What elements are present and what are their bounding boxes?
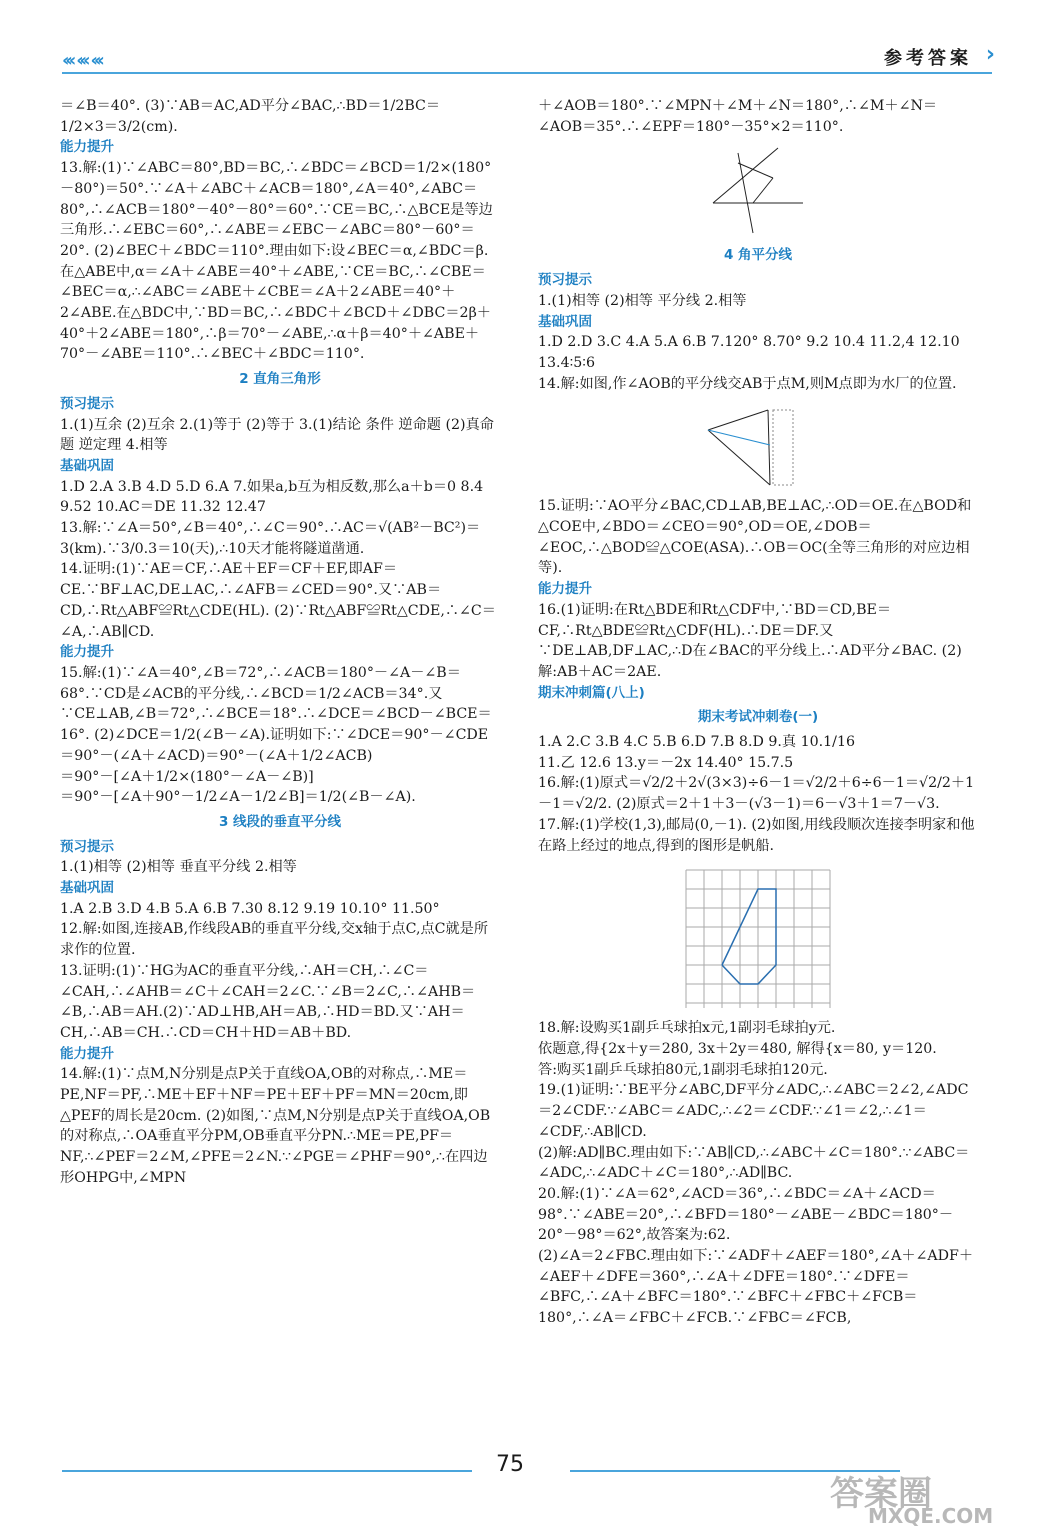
answer-paragraph: 1.(1)互余 (2)互余 2.(1)等于 (2)等于 3.(1)结论 条件 逆命题 (2)真命题 逆定理 4.相等 <box>60 416 494 454</box>
answer-paragraph: ＝90°－[∠A＋1/2×(180°－∠A－∠B)] <box>60 768 314 785</box>
figure-coordinate-grid <box>678 862 838 1012</box>
segment-ab <box>768 410 770 485</box>
header-rule <box>62 72 992 74</box>
header-arrow-icon: › <box>985 42 995 67</box>
section-heading: 基础巩固 <box>60 457 114 474</box>
answer-paragraph: 1/2×3＝3/2(cm). <box>60 118 178 135</box>
river-area <box>773 410 793 485</box>
answer-paragraph: 1.(1)相等 (2)相等 垂直平分线 2.相等 <box>60 859 297 876</box>
segment-mn <box>738 153 753 233</box>
answer-paragraph: 14.证明:(1)∵AE＝CF,∴AE＋EF＝CF＋EF,即AF＝CE.∵BF⊥AC,DE⊥AC,∴∠AFB＝∠CED＝90°.又∵AB＝CD,∴Rt△ABF≌Rt△CDE(HL). (2)∵Rt△ABF≌Rt△CDE,∴∠C＝∠A,∴AB∥CD. <box>60 561 496 640</box>
answer-paragraph: 20.解:(1)∵∠A＝62°,∠ACD＝36°,∴∠BDC＝∠A＋∠ACD＝98°.∵∠ABE＝20°,∴∠BFD＝180°－∠ABE－∠BDC＝180°－20°－98°＝62°,故答案为:62. <box>538 1185 954 1244</box>
answer-paragraph: 1.A 2.C 3.B 4.C 5.B 6.D 7.B 8.D 9.真 10.1/16 <box>538 734 856 751</box>
answer-paragraph: 依题意,得{2x＋y＝280, 3x＋2y＝480, 解得{x＝80, y＝120. <box>538 1040 937 1057</box>
bisector-om <box>708 430 770 445</box>
watermark-url: MXQE.COM <box>868 1504 994 1528</box>
answer-paragraph: 12.解:如图,连接AB,作线段AB的垂直平分线,交x轴于点C,点C就是所求作的位置. <box>60 921 489 959</box>
right-column <box>538 96 978 1329</box>
ray-ob <box>708 430 770 485</box>
section-heading: 预习提示 <box>538 272 592 289</box>
answer-paragraph: 13.解:(1)∵∠ABC＝80°,BD＝BC,∴∠BDC＝∠BCD＝1/2×(180°－80°)＝50°.∵∠A＋∠ABC＋∠ACB＝180°,∠A＝40°,∠ABC＝80°,∴∠ACB＝180°－40°－80°＝60°.∵CE＝BC,∴△BCE是等边三角形.∴∠EBC＝60°,∴∠ABE＝∠EBC－∠ABC＝80°－60°＝20°. (2)∠BEC＋∠BDC＝110°.理由如下:设∠BEC＝α,∠BDC＝β.在△ABE中,α＝∠A＋∠ABE＝40°＋∠ABE,∵CE＝BC,∴∠CBE＝∠BEC＝α,∴∠ABC＝∠ABE＋∠CBE＝∠A＋2∠ABE＝40°＋2∠ABE.在△BDC中,∵BD＝BC,∴∠BDC＋∠BCD＋∠DBC＝2β＋40°＋2∠ABE＝180°,∴β＝70°－∠ABE,∴α＋β＝40°＋∠ABE＋70°－∠ABE＝110°.∴∠BEC＋∠BDC＝110°. <box>60 160 493 363</box>
answer-paragraph: 19.(1)证明:∵BE平分∠ABC,DF平分∠ADC,∴∠ABC＝2∠2,∠ADC＝2∠CDF.∵∠ABC＝∠ADC,∴∠2＝∠CDF.∵∠1＝∠2,∴∠1＝∠CDF,∴AB∥CD. <box>538 1082 969 1140</box>
answer-paragraph: 1.A 2.B 3.D 4.B 5.A 6.B 7.30 8.12 9.19 10.10° 11.50° <box>60 900 440 917</box>
chapter-heading: 2 直角三角形 <box>239 371 321 388</box>
answer-paragraph: 答:购买1副乒乓球拍80元,1副羽毛球拍120元. <box>538 1061 828 1078</box>
section-heading: 能力提升 <box>60 644 114 661</box>
answer-paragraph: ＋∠AOB＝180°.∵∠MPN＋∠M＋∠N＝180°,∴∠M＋∠N＝∠AOB＝35°.∴∠EPF＝180°－35°×2＝110°. <box>538 98 938 135</box>
answer-paragraph: ＝∠B＝40°. (3)∵AB＝AC,AD平分∠BAC,∴BD＝1/2BC＝ <box>60 98 441 114</box>
chapter-heading: 期末考试冲刺卷(一) <box>697 709 819 726</box>
answer-paragraph: 15.解:(1)∵∠A＝40°,∠B＝72°,∴∠ACB＝180°－∠A－∠B＝68°.∵CD是∠ACB的平分线,∴∠BCD＝1/2∠ACB＝34°.又∵CE⊥AB,∠B＝72°,∴∠BCE＝18°.∴∠DCE＝∠BCD－∠BCE＝16°. (2)∠DCE＝1/2(∠B－∠A).证明如下:∵∠DCE＝90°－∠CDE＝90°－(∠A＋∠ACD)＝90°－(∠A＋1/2∠ACB) <box>60 664 492 764</box>
answer-paragraph: 14.解:如图,作∠AOB的平分线交AB于点M,则M点即为水厂的位置. <box>538 375 957 392</box>
answer-paragraph: ＝90°－[∠A＋90°－1/2∠A－1/2∠B]＝1/2(∠B－∠A). <box>60 789 416 806</box>
sailboat-path <box>722 889 776 984</box>
header-title: 参考答案 <box>884 48 972 69</box>
answer-paragraph: 15.证明:∵AO平分∠BAC,CD⊥AB,BE⊥AC,∴OD＝OE.在△BOD和△COE中,∠BDO＝∠CEO＝90°,OD＝OE,∠DOB＝∠EOC,∴△BOD≌△COE(ASA).∴OB＝OC(全等三角形的对应边相等). <box>538 498 972 577</box>
watermark: 答案圈 <box>830 1474 932 1514</box>
chapter-heading: 4 角平分线 <box>723 247 793 264</box>
answer-paragraph: 1.D 2.D 3.C 4.A 5.A 6.B 7.120° 8.70° 9.2 10.4 11.2,4 12.10 13.4∶5∶6 <box>538 334 960 371</box>
left-column <box>60 96 500 1189</box>
answer-paragraph: 11.乙 12.6 13.y＝－2x 14.40° 15.7.5 <box>538 754 794 771</box>
chevron-decoration-icon: ‹‹‹ ‹‹‹ ‹‹‹ <box>62 50 101 71</box>
section-heading: 能力提升 <box>538 581 592 598</box>
section-heading: 期末冲刺篇(八上) <box>538 684 645 701</box>
section-heading: 预习提示 <box>60 395 114 412</box>
section-heading: 预习提示 <box>60 838 114 855</box>
segment-ep <box>738 163 773 178</box>
ray-oa <box>708 410 768 430</box>
answer-paragraph: 17.解:(1)学校(1,3),邮局(0,－1). (2)如图,用线段顺次连接李明家和他在路上经过的地点,得到的图形是帆船. <box>538 816 975 854</box>
page-footer <box>0 1440 1057 1536</box>
answer-paragraph: 13.证明:(1)∵HG为AC的垂直平分线,∴AH＝CH,∴∠C＝∠CAH,∴∠AHB＝∠C＋∠CAH＝2∠C.∵∠B＝2∠C,∴∠AHB＝∠B,∴AB＝AH.(2)∵AD⊥HB,AH＝AB,∴HD＝BD.又∵AH＝CH,∴AB＝CH.∴CD＝CH＋HD＝AB＋BD. <box>60 962 476 1041</box>
section-heading: 能力提升 <box>60 139 114 156</box>
answer-paragraph: 1.(1)相等 (2)相等 平分线 2.相等 <box>538 292 747 309</box>
section-heading: 能力提升 <box>60 1045 114 1062</box>
page-header <box>0 0 1057 80</box>
answer-paragraph: 1.D 2.A 3.B 4.D 5.D 6.A 7.如果a,b互为相反数,那么a＋b＝0 8.4 9.52 10.AC＝DE 11.32 12.47 <box>60 478 484 516</box>
answer-paragraph: (2)解:AD∥BC.理由如下:∵AB∥CD,∴∠ABC＋∠C＝180°.∵∠ABC＝∠ADC,∴∠ADC＋∠C＝180°,∴AD∥BC. <box>538 1144 970 1182</box>
section-heading: 基础巩固 <box>60 880 114 897</box>
answer-paragraph: (2)∠A＝2∠FBC.理由如下:∵∠ADF＋∠AEF＝180°,∠A＋∠ADF＋∠AEF＋∠DFE＝360°,∴∠A＋∠DFE＝180°.∵∠DFE＝∠BFC,∴∠A＋∠BFC＝180°.∵∠BFC＋∠FBC＋∠FCB＝180°,∴∠A＝∠FBC＋∠FCB.∵∠FBC＝∠FCB, <box>538 1248 974 1327</box>
chapter-heading: 3 线段的垂直平分线 <box>218 813 342 830</box>
answer-paragraph: 16.(1)证明:在Rt△BDE和Rt△CDF中,∵BD＝CD,BE＝CF,∴Rt△BDE≌Rt△CDF(HL).∴DE＝DF.又∵DE⊥AB,DF⊥AC,∴D在∠BAC的平分线上.∴AD平分∠BAC. (2)解:AB＋AC＝2AE. <box>538 601 962 680</box>
figure-water-plant <box>698 400 818 490</box>
answer-paragraph: 16.解:(1)原式＝√2/2＋2√(3×3)÷6－1＝√2/2＋6÷6－1＝√2/2＋1－1＝√2/2. (2)原式＝2＋1＋3－(√3－1)＝6－√3＋1＝7－√3. <box>538 775 975 813</box>
answer-paragraph: 18.解:设购买1副乒乓球拍x元,1副羽毛球拍y元. <box>538 1020 836 1037</box>
answer-paragraph: 14.解:(1)∵点M,N分别是点P关于直线OA,OB的对称点,∴ME＝PE,NF＝PF,∴ME＋EF＋NF＝PE＋EF＋PF＝MN＝20cm,即△PEF的周长是20cm. (2)如图,∵点M,N分别是点P关于直线OA,OB的对称点,∴OA垂直平分PM,OB垂直平分PN.∴ME＝PE,PF＝NF,∴∠PEF＝2∠M,∠PFE＝2∠N.∵∠PGE＝∠PHF＝90°,∴在四边形OHPG中,∠MPN <box>60 1066 491 1186</box>
page-number: 75 <box>496 1452 524 1477</box>
section-heading: 基础巩固 <box>538 313 592 330</box>
figure-angle-reflection <box>708 143 808 239</box>
segment-fp <box>753 178 773 203</box>
footer-rule-left <box>62 1470 472 1472</box>
answer-paragraph: 13.解:∵∠A＝50°,∠B＝40°,∴∠C＝90°.∴AC＝√(AB²－BC²)＝3(km).∵3/0.3＝10(天),∴10天才能将隧道凿通. <box>60 520 481 557</box>
